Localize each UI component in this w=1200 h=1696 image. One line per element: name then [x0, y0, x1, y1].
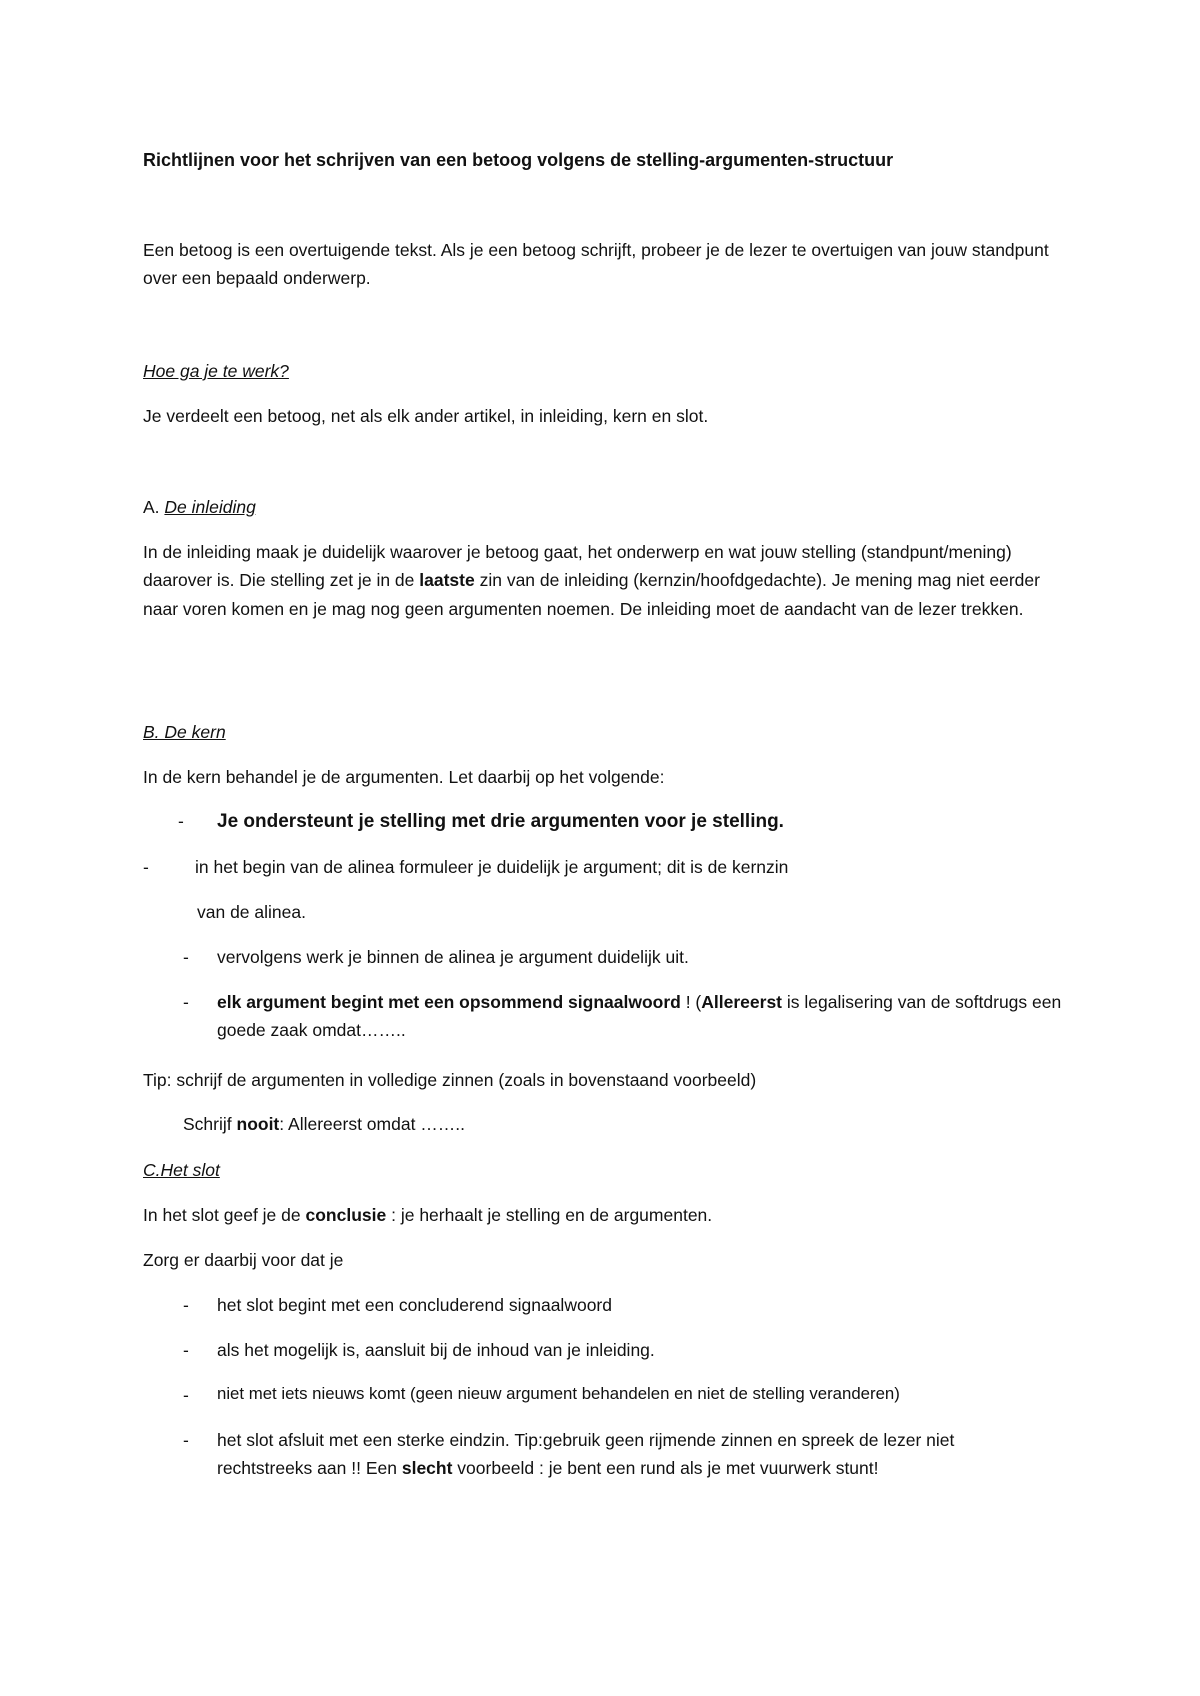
list-dash: - [183, 992, 189, 1012]
inleiding-paragraph [143, 538, 1073, 623]
list-dash: - [183, 1340, 189, 1360]
slot-text-2: : je herhaalt je stelling en de argumenten. [391, 1205, 713, 1225]
kern-item-4-rest: is legalisering van de softdrugs een goede zaak omdat…….. [217, 992, 1062, 1040]
kern-item-2-line-1: in het begin van de alinea formuleer je duidelijk je argument; dit is de kernzin [195, 857, 789, 877]
kern-heading-text: B. De kern [143, 722, 226, 742]
slot-paragraph [143, 1201, 1073, 1229]
inleiding-heading [143, 493, 1073, 521]
schrijf-text-b: : Allereerst omdat …….. [279, 1114, 466, 1134]
list-dash: - [183, 1295, 189, 1315]
kern-heading [143, 718, 1073, 746]
slot-item-1-text: het slot begint met een concluderend signaalwoord [217, 1295, 612, 1315]
schrijf-text-a: Schrijf [183, 1114, 232, 1134]
slot-heading-text: C.Het slot [143, 1160, 220, 1180]
werk-paragraph: Je verdeelt een betoog, net als elk ander artikel, in inleiding, kern en slot. [143, 406, 709, 426]
slot-item-4-text [217, 1426, 1037, 1482]
kern-item-4-mid: ! ( [685, 992, 702, 1012]
inleiding-text-1: In de inleiding maak je duidelijk waarover je betoog gaat, het onderwerp en wat jouw stelling (standpunt/mening) daarover is. Die stelling zet je in de [143, 542, 1012, 591]
zorg-paragraph: Zorg er daarbij voor dat je [143, 1250, 344, 1270]
slot-bold-conclusie: conclusie [305, 1205, 387, 1225]
slot-item-3-text: niet met iets nieuws komt (geen nieuw argument behandelen en niet de stelling veranderen) [217, 1384, 900, 1403]
slot-item-4-b: voorbeeld : je bent een rund als je met vuurwerk stunt! [457, 1458, 879, 1478]
kern-paragraph: In de kern behandel je de argumenten. Let daarbij op het volgende: [143, 767, 665, 787]
kern-item-4-bold-2: Allereerst [701, 992, 783, 1012]
schrijf-bold-nooit: nooit [236, 1114, 280, 1134]
list-dash: - [183, 1430, 189, 1450]
list-dash: - [143, 857, 149, 877]
list-dash: - [183, 947, 189, 967]
intro-paragraph: Een betoog is een overtuigende tekst. Als je een betoog schrijft, probeer je de lezer te overtuigen van jouw standpunt over een bepaald onderwerp. [143, 240, 1049, 288]
inleiding-text-2: zin van de inleiding (kernzin/hoofdgedachte). Je mening mag niet eerder naar voren komen en je mag nog geen argumenten noemen. De inleiding moet de aandacht van de lezer trekken. [143, 570, 1040, 619]
kern-item-4-text [217, 988, 1067, 1044]
kern-item-1-text: Je ondersteunt je stelling met drie argumenten voor je stelling. [217, 811, 784, 832]
kern-item-4-bold: elk argument begint met een opsommend signaalwoord [217, 992, 681, 1012]
slot-item-4-a: het slot afsluit met een sterke eindzin. Tip:gebruik geen rijmende zinnen en spreek de lezer niet rechtstreeks aan !! Een [217, 1430, 955, 1478]
list-dash: - [183, 1385, 189, 1405]
inleiding-label: A. [143, 497, 160, 517]
inleiding-heading-text: De inleiding [164, 497, 256, 517]
slot-text-1: In het slot geef je de [143, 1205, 301, 1225]
schrijf-nooit-line [183, 1110, 1113, 1138]
slot-item-2-text: als het mogelijk is, aansluit bij de inhoud van je inleiding. [217, 1340, 655, 1360]
document-title: Richtlijnen voor het schrijven van een betoog volgens de stelling-argumenten-structuur [143, 150, 894, 170]
list-dash: - [178, 811, 184, 831]
slot-item-4-bold-slecht: slecht [401, 1458, 453, 1478]
tip-paragraph: Tip: schrijf de argumenten in volledige zinnen (zoals in bovenstaand voorbeeld) [143, 1070, 757, 1090]
kern-item-3-text: vervolgens werk je binnen de alinea je argument duidelijk uit. [217, 947, 689, 967]
inleiding-bold-laatste: laatste [419, 570, 475, 591]
kern-item-2-line-2: van de alinea. [197, 902, 306, 922]
werk-heading [143, 357, 1073, 385]
slot-heading [143, 1156, 1073, 1184]
werk-heading-text: Hoe ga je te werk? [143, 361, 289, 381]
